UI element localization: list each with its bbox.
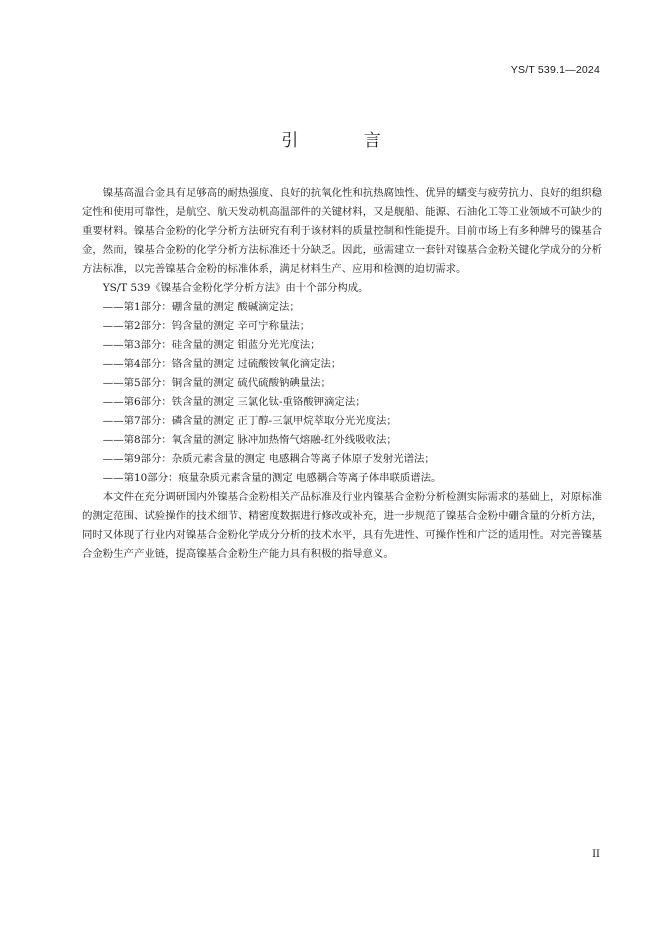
list-item: ——第7部分：磷含量的测定 正丁醇-三氯甲烷萃取分光光度法； <box>102 415 397 427</box>
list-item: ——第8部分：氧含量的测定 脉冲加热惰气熔融-红外线吸收法； <box>102 434 397 446</box>
closing-paragraph: 本文件在充分调研国内外镍基合金粉相关产品标准及行业内镍基合金粉分析检测实际需求的基础上，对原标准的测定范围、试验操作的技术细节、精密度数据进行修改或补充，进一步规范了镍基合金粉中硼含量的分析方法，同时又体现了行业内对镍基合金粉化学成分分析的技术水平，具有先进性、可操作性和广泛的适用性。对完善镍基合金粉生产产业链，提高镍基合金粉生产能力具有积极的指导意义。 <box>82 491 602 560</box>
page-number: II <box>592 849 600 860</box>
list-item: ——第3部分：硅含量的测定 钼蓝分光光度法； <box>102 339 321 351</box>
structure-paragraph: YS/T 539《镍基合金粉化学分析方法》由十个部分构成。 <box>102 282 369 294</box>
list-item: ——第2部分：钨含量的测定 辛可宁称量法； <box>102 320 311 332</box>
document-code: YS/T 539.1—2024 <box>510 64 600 76</box>
parts-list <box>82 298 602 488</box>
intro-paragraph: 镍基高温合金具有足够高的耐热强度、良好的抗氧化性和抗热腐蚀性、优异的蠕变与疲劳抗力、良好的组织稳定性和使用可靠性，是航空、航天发动机高温部件的关键材料，又是舰船、能源、石油化工等工业领域不可缺少的重要材料。镍基合金粉的化学分析方法研究有利于该材料的质量控制和性能提升。目前市场上有多种牌号的镍基合金，然而，镍基合金粉的化学分析方法标准还十分缺乏。因此，亟需建立一套针对镍基合金粉关键化学成分的分析方法标准，以完善镍基合金粉的标准体系，满足材料生产、应用和检测的迫切需求。 <box>82 187 602 275</box>
list-item: ——第9部分：杂质元素含量的测定 电感耦合等离子体原子发射光谱法； <box>102 453 435 465</box>
page-title: 引 言 <box>281 131 411 151</box>
document-body <box>82 184 602 564</box>
list-item: ——第10部分：痕量杂质元素含量的测定 电感耦合等离子体串联质谱法。 <box>102 472 442 484</box>
list-item: ——第5部分：铜含量的测定 硫代硫酸钠碘量法； <box>102 377 331 389</box>
list-item: ——第1部分：硼含量的测定 酸碱滴定法； <box>102 301 300 313</box>
list-item: ——第6部分：铁含量的测定 三氯化钛-重铬酸钾滴定法； <box>102 396 366 408</box>
list-item: ——第4部分：铬含量的测定 过硫酸铵氧化滴定法； <box>102 358 342 370</box>
